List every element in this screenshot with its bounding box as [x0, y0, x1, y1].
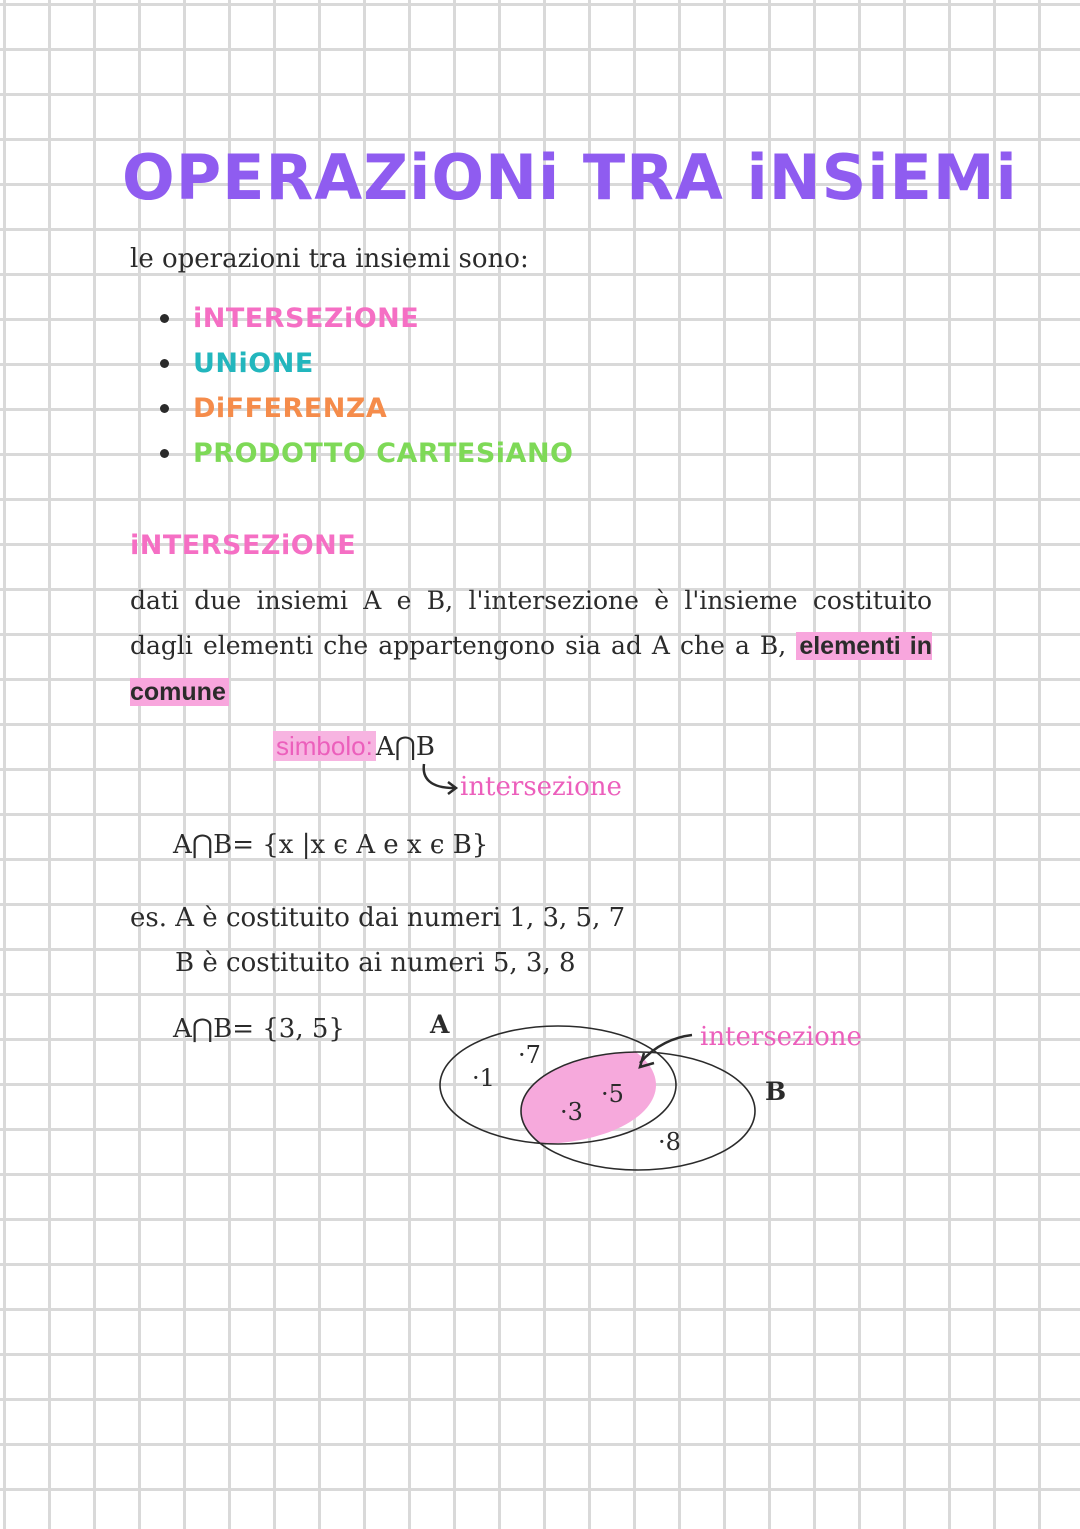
- definition-text: dati due insiemi A e B, l'intersezione è l'insieme costituito dagli elementi che appartengono sia ad A che a B,: [130, 586, 932, 660]
- operations-list: [150, 296, 574, 476]
- list-item: [150, 431, 574, 476]
- list-item: [150, 386, 574, 431]
- definition-highlight: elementi in comune: [130, 632, 933, 706]
- venn-element: ·1: [472, 1064, 495, 1092]
- element-value: 5: [608, 1080, 624, 1108]
- result: A⋂B= {3, 5}: [173, 1014, 345, 1044]
- venn-element: ·5: [601, 1080, 624, 1108]
- element-value: 8: [665, 1128, 681, 1156]
- symbol: A⋂B: [375, 732, 436, 762]
- bullet-icon: [160, 314, 169, 323]
- operation-label: PRODOTTO CARTESiANO: [193, 438, 574, 469]
- operation-label: iNTERSEZiONE: [193, 303, 420, 334]
- example-line-2: B è costituito ai numeri 5, 3, 8: [175, 948, 576, 978]
- intro-text: le operazioni tra insiemi sono:: [130, 244, 529, 274]
- symbol-row: [273, 729, 435, 764]
- set-a-label: A: [430, 1010, 450, 1039]
- example-line-1: es. A è costituito dai numeri 1, 3, 5, 7: [130, 903, 626, 933]
- element-value: 3: [567, 1098, 583, 1126]
- curved-arrow-icon: [416, 760, 466, 800]
- bullet-icon: [160, 449, 169, 458]
- list-item: [150, 341, 574, 386]
- page-title: OPERAZiONi TRA iNSiEMi: [122, 141, 1018, 214]
- operation-label: UNiONE: [193, 348, 314, 379]
- venn-element: ·8: [658, 1128, 681, 1156]
- venn-element: ·7: [518, 1041, 541, 1069]
- list-item: [150, 296, 574, 341]
- venn-element: ·3: [560, 1098, 583, 1126]
- venn-annotation: intersezione: [700, 1022, 862, 1052]
- bullet-icon: [160, 359, 169, 368]
- formula: A⋂B= {x |x є A e x є B}: [173, 830, 489, 860]
- arrow-icon: [640, 1035, 692, 1063]
- set-b-label: B: [765, 1077, 787, 1106]
- section-title: iNTERSEZiONE: [130, 530, 357, 561]
- bullet-icon: [160, 404, 169, 413]
- symbol-label: simbolo:: [273, 731, 376, 761]
- definition-paragraph: [130, 578, 932, 715]
- operation-label: DiFFERENZA: [193, 393, 388, 424]
- symbol-note: intersezione: [460, 772, 622, 802]
- element-value: 7: [525, 1041, 541, 1069]
- element-value: 1: [479, 1064, 495, 1092]
